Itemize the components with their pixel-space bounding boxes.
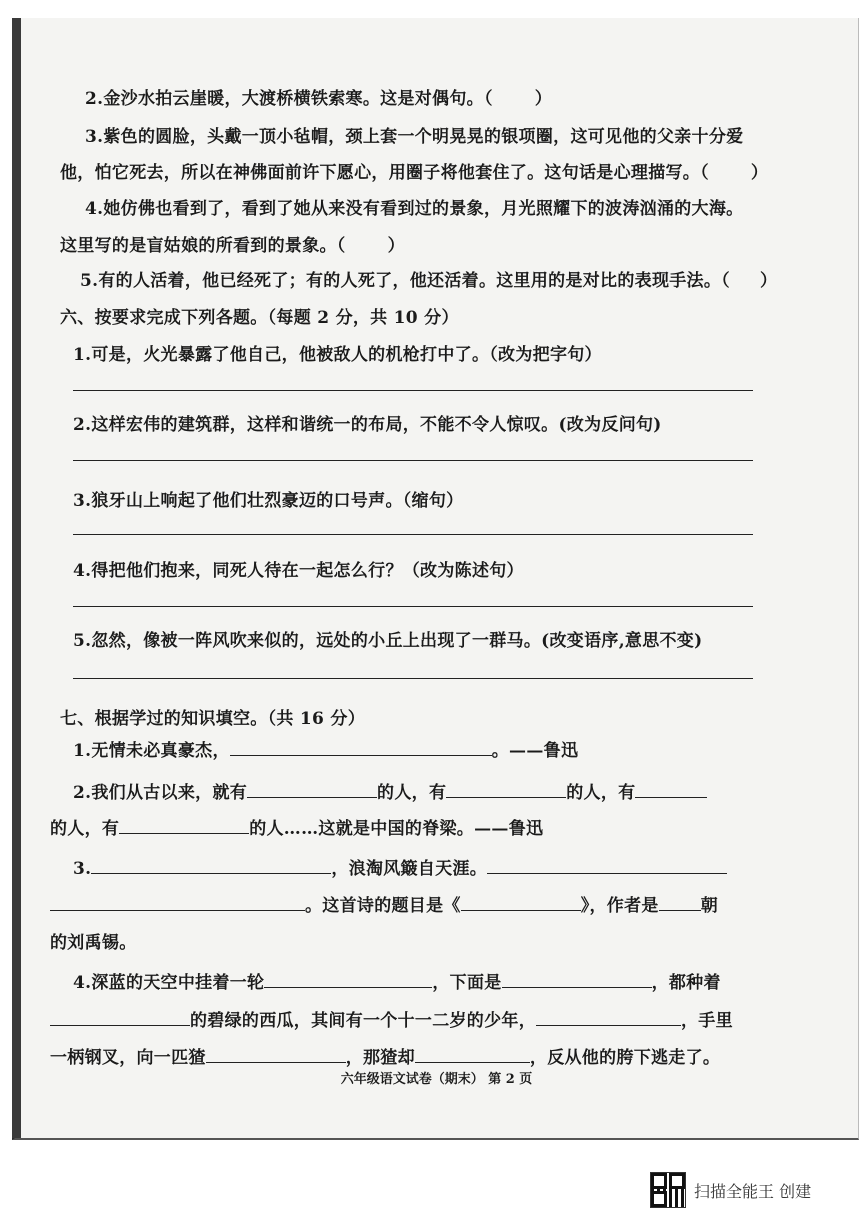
page-footer: 六年级语文试卷（期末） 第 2 页 (340, 1072, 533, 1087)
fill-blank[interactable] (119, 819, 249, 834)
fill-blank[interactable] (487, 859, 727, 874)
section7-q1: 1.无情未必真豪杰， 。——鲁迅 (73, 741, 579, 761)
answer-line-6-4[interactable] (73, 606, 753, 607)
section7-q3-line3: 的刘禹锡。 (50, 933, 137, 953)
section7-q4-line3: 一柄钢叉，向一匹猹 ，那猹却 ，反从他的胯下逃走了。 (50, 1048, 721, 1068)
section6-q5: 5.忽然，像被一阵风吹来似的，远处的小丘上出现了一群马。(改变语序,意思不变) (73, 631, 703, 651)
fill-blank[interactable] (50, 896, 305, 911)
section6-q3: 3.狼牙山上响起了他们壮烈豪迈的口号声。（缩句） (73, 491, 464, 511)
section6-q2: 2.这样宏伟的建筑群，这样和谐统一的布局，不能不令人惊叹。(改为反问句) (73, 415, 662, 435)
section7-q3-line1: 3. ，浪淘风簸自天涯。 (73, 854, 727, 879)
judge-q3-line2: 他，怕它死去，所以在神佛面前许下愿心，用圈子将他套住了。这句话是心理描写。（ ） (60, 163, 769, 183)
watermark-text: 扫描全能王 创建 (694, 1181, 812, 1201)
judge-q4-line2: 这里写的是盲姑娘的所看到的景象。（ ） (60, 236, 405, 256)
fill-blank[interactable] (264, 973, 432, 988)
section6-q4: 4.得把他们抱来，同死人待在一起怎么行？（改为陈述句） (73, 561, 524, 581)
answer-line-6-2[interactable] (73, 460, 753, 461)
fill-blank[interactable] (91, 859, 331, 874)
fill-blank[interactable] (446, 783, 566, 798)
fill-blank[interactable] (247, 783, 377, 798)
section7-q2-line1: 2.我们从古以来，就有 的人，有 的人，有 (73, 778, 707, 803)
section7-title: 七、根据学过的知识填空。（共 16 分） (60, 709, 365, 729)
scanned-exam-page (12, 18, 859, 1140)
fill-blank[interactable] (206, 1048, 346, 1063)
answer-line-6-3[interactable] (73, 534, 753, 535)
scanner-watermark (650, 1172, 811, 1208)
section7-q3-line2: 。这首诗的题目是《 》，作者是 朝 (50, 891, 718, 916)
fill-blank[interactable] (635, 783, 707, 798)
section6-q1: 1.可是，火光暴露了他自己，他被敌人的机枪打中了。（改为把字句） (73, 345, 602, 365)
fill-blank[interactable] (50, 1011, 190, 1026)
section7-q2-line2: 的人，有 的人……这就是中国的脊梁。——鲁迅 (50, 819, 544, 839)
scan-edge (12, 18, 21, 1138)
judge-q5: 5.有的人活着，他已经死了；有的人死了，他还活着。这里用的是对比的表现手法。（ ） (80, 271, 778, 291)
fill-blank[interactable] (415, 1048, 530, 1063)
judge-q2: 2.金沙水拍云崖暖，大渡桥横铁索寒。这是对偶句。（ ） (85, 89, 553, 109)
fill-blank[interactable] (461, 896, 581, 911)
section7-q4-line2: 的碧绿的西瓜，其间有一个十一二岁的少年， ，手里 (50, 1006, 733, 1031)
section6-title: 六、按要求完成下列各题。（每题 2 分，共 10 分） (60, 308, 459, 328)
fill-blank[interactable] (536, 1011, 681, 1026)
answer-line-6-5[interactable] (73, 678, 753, 679)
answer-line-6-1[interactable] (73, 390, 753, 391)
fill-blank[interactable] (659, 896, 701, 911)
fill-blank[interactable] (230, 741, 492, 756)
section7-q4-line1: 4.深蓝的天空中挂着一轮 ，下面是 ，都种着 (73, 973, 721, 993)
qr-code-icon (650, 1172, 686, 1208)
fill-blank[interactable] (502, 973, 652, 988)
judge-q3-line1: 3.紫色的圆脸，头戴一顶小毡帽，颈上套一个明晃晃的银项圈，这可见他的父亲十分爱 (85, 127, 744, 147)
judge-q4-line1: 4.她仿佛也看到了，看到了她从来没有看到过的景象，月光照耀下的波涛汹涌的大海。 (85, 199, 744, 219)
